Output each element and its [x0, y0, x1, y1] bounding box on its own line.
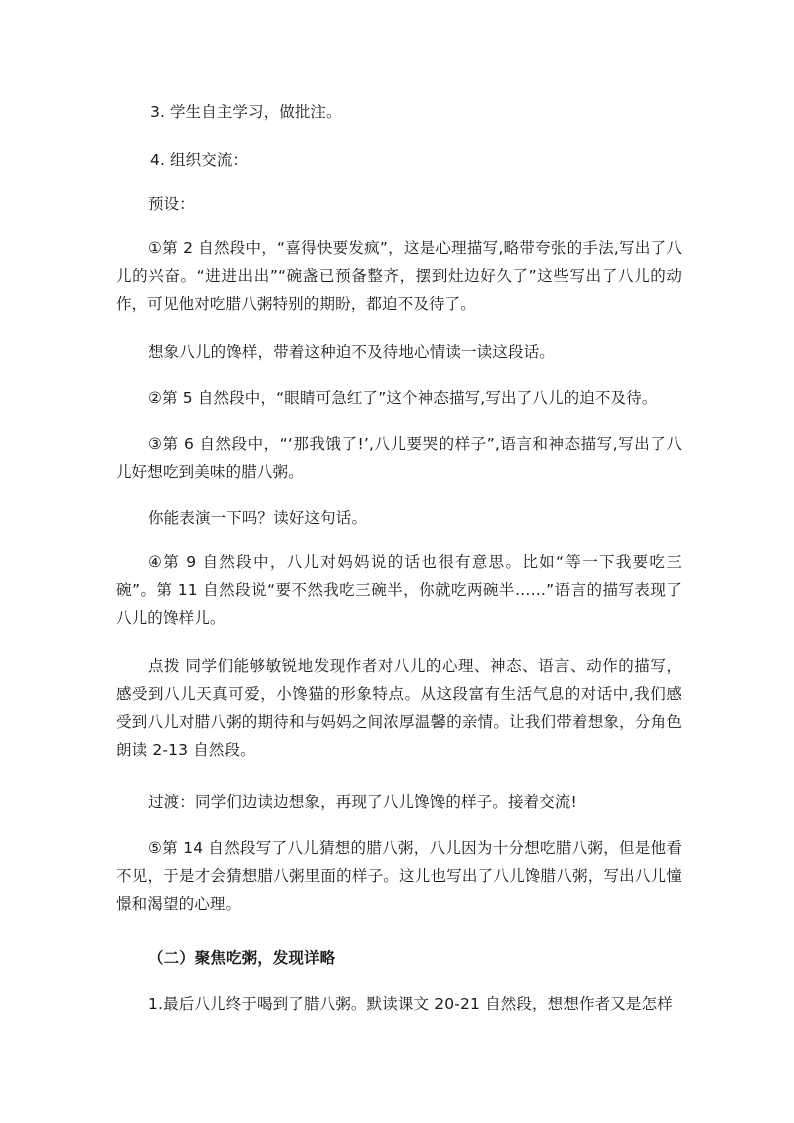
paragraph-4: ③第 6 自然段中，“‘那我饿了!’,八儿要哭的样子”,语言和神态描写,写出了八儿好想吃到美味的腊八粥。 [116, 435, 682, 481]
paragraph-7: 点拨 同学们能够敏锐地发现作者对八儿的心理、神态、语言、动作的描写，感受到八儿天真可爱，小馋猫的形象特点。从这段富有生活气息的对话中,我们感受到八儿对腊八粥的期待和与妈妈之间浓厚温馨的亲情。让我们带着想象，分角色朗读 2-13 自然段。 [116, 657, 682, 759]
paragraph-5: 你能表演一下吗？读好这句话。 [148, 509, 368, 527]
paragraph-9: ⑤第 14 自然段写了八儿猜想的腊八粥，八儿因为十分想吃腊八粥，但是他看不见，于是才会猜想腊八粥里面的样子。这儿也写出了八儿馋腊八粥，写出八儿憧憬和渴望的心理。 [116, 839, 682, 913]
section-heading: （二）聚焦吃粥，发现详略 [148, 949, 336, 967]
list-item-3: 3. 学生自主学习，做批注。 [150, 103, 342, 121]
paragraph-6: ④第 9 自然段中，八儿对妈妈说的话也很有意思。比如“等一下我要吃三碗”。第 11 自然段说“要不然我吃三碗半，你就吃两碗半……”语言的描写表现了八儿的馋样儿。 [116, 553, 682, 627]
paragraph-3: ②第 5 自然段中，“眼睛可急红了”这个神态描写,写出了八儿的迫不及待。 [148, 389, 658, 407]
preset-label: 预设： [148, 195, 195, 213]
paragraph-1: ①第 2 自然段中，“喜得快要发疯”，这是心理描写,略带夸张的手法,写出了八儿的兴奋。“进进出出”“碗盏已预备整齐，摆到灶边好久了”这些写出了八儿的动作，可见他对吃腊八粥特别的期盼，都迫不及待了。 [116, 239, 682, 313]
paragraph-10: 1.最后八儿终于喝到了腊八粥。默读课文 20-21 自然段，想想作者又是怎样 [148, 995, 673, 1013]
list-item-4: 4. 组织交流： [150, 151, 249, 169]
paragraph-2: 想象八儿的馋样，带着这种迫不及待地心情读一读这段话。 [148, 343, 555, 361]
paragraph-8: 过渡：同学们边读边想象，再现了八儿馋馋的样子。接着交流! [148, 793, 577, 811]
